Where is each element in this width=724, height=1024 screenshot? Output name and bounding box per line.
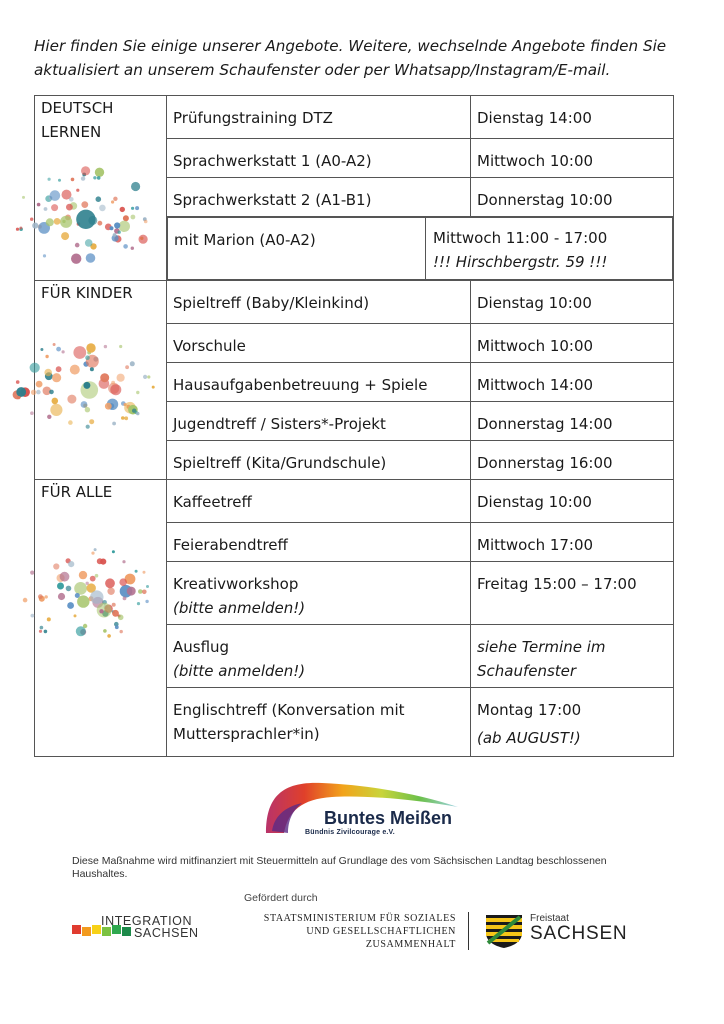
decorative-dot <box>66 204 73 211</box>
decorative-dot <box>90 367 94 371</box>
decorative-dot <box>66 586 72 592</box>
decorative-dot <box>16 228 19 231</box>
decorative-dot <box>74 582 87 595</box>
saxony-coat-of-arms-icon <box>484 913 524 949</box>
decorative-dot <box>86 425 90 429</box>
decorative-dot <box>47 617 51 621</box>
decorative-dot <box>50 404 62 416</box>
activity-cell: Spieltreff (Baby/Kleinkind) <box>167 281 471 324</box>
decorative-dot <box>67 395 76 404</box>
time-cell: Mittwoch 17:00 <box>471 523 674 562</box>
decorative-dot <box>123 597 127 601</box>
category-cell <box>35 96 167 281</box>
decorative-dot <box>83 382 90 389</box>
decorative-dot <box>123 215 129 221</box>
decorative-dot <box>146 585 149 588</box>
decorative-dot <box>43 254 46 257</box>
decorative-dot <box>113 233 117 237</box>
decorative-dot <box>122 560 125 563</box>
integration-label: INTEGRATION <box>101 914 193 928</box>
decorative-dot <box>125 365 129 369</box>
decorative-dot <box>131 247 134 250</box>
address-note: !!! Hirschbergstr. 59 !!! <box>433 253 608 271</box>
decorative-dot <box>76 189 79 192</box>
decorative-dot <box>130 361 135 366</box>
time-text: Mittwoch 11:00 - 17:00 <box>433 229 608 247</box>
decorative-dot <box>152 386 155 389</box>
decorative-dot <box>76 210 95 229</box>
decorative-dot <box>94 548 97 551</box>
registration-note: (bitte anmelden!) <box>173 599 306 617</box>
time-cell: Donnerstag 16:00 <box>471 441 674 480</box>
activity-cell: Vorschule <box>167 324 471 363</box>
category-label: FÜR KINDER <box>41 284 133 302</box>
decorative-dot <box>54 218 61 225</box>
decorative-dot <box>143 571 146 574</box>
decorative-dot <box>17 396 20 399</box>
decorative-dot <box>61 232 69 240</box>
decorative-dot <box>68 561 74 567</box>
decorative-dot <box>91 552 94 555</box>
category-label: DEUTSCH LERNEN <box>41 99 114 141</box>
decorative-dot <box>119 221 130 232</box>
sachsen-label: SACHSEN <box>530 923 628 944</box>
decorative-dot <box>99 609 103 613</box>
activity-cell: Feierabendtreff <box>167 523 471 562</box>
decorative-dot <box>45 355 48 358</box>
time-cell: Mittwoch 14:00 <box>471 363 674 402</box>
time-cell: Dienstag 10:00 <box>471 281 674 324</box>
category-label: FÜR ALLE <box>41 483 113 501</box>
decorative-dot <box>60 216 72 228</box>
activity-cell: Hausaufgabenbetreuung + Spiele <box>167 363 471 402</box>
time-cell: siehe Termine im Schaufenster <box>471 625 674 688</box>
decorative-dot <box>75 243 80 248</box>
decorative-dot <box>67 602 74 609</box>
decorative-dot <box>144 220 148 224</box>
decorative-dot <box>62 350 65 353</box>
decorative-dot <box>131 182 140 191</box>
decorative-dot <box>143 375 147 379</box>
schedule-table <box>34 95 674 757</box>
activity-cell <box>167 625 471 688</box>
decorative-dot <box>123 244 128 249</box>
split-cell <box>167 217 674 281</box>
decorative-dot <box>93 176 96 179</box>
decorative-dot <box>23 598 28 603</box>
decorative-dot <box>58 179 61 182</box>
activity-cell: Spieltreff (Kita/Grundschule) <box>167 441 471 480</box>
decorative-dot <box>112 422 116 426</box>
decorative-dot <box>107 588 114 595</box>
start-note: (ab AUGUST!) <box>477 729 581 747</box>
decorative-dot <box>137 602 140 605</box>
decorative-dot <box>89 419 94 424</box>
decorative-dot <box>136 412 139 415</box>
decorative-dot <box>113 197 117 201</box>
decorative-dot <box>107 634 111 638</box>
decorative-dot <box>115 625 119 629</box>
table-row <box>35 96 674 139</box>
logo-title: Buntes Meißen <box>324 808 453 828</box>
footer-divider <box>468 912 469 950</box>
decorative-dot <box>83 624 87 628</box>
integration-sachsen-label: SACHSEN <box>134 926 199 940</box>
decorative-dot <box>46 218 54 226</box>
decorative-dot <box>60 572 70 582</box>
funding-note: Diese Maßnahme wird mitfinanziert mit Steuermitteln auf Grundlage des vom Sächsischen Landtag beschlossenen Haushaltes. <box>72 855 607 880</box>
decorative-dot <box>112 550 115 553</box>
decorative-dot <box>73 346 86 359</box>
decorative-dot <box>51 204 58 211</box>
decorative-dot <box>58 593 65 600</box>
decorative-dot <box>112 603 116 607</box>
decorative-dot <box>70 365 80 375</box>
decorative-dot <box>44 207 48 211</box>
decorative-dot <box>136 391 139 394</box>
colorful-dots-decoration <box>9 331 159 441</box>
decorative-dot <box>37 203 41 207</box>
decorative-dot <box>47 415 51 419</box>
time-cell: Dienstag 10:00 <box>471 480 674 523</box>
decorative-dot <box>135 206 139 210</box>
decorative-dot <box>142 590 147 595</box>
decorative-dot <box>30 571 34 575</box>
decorative-dot <box>31 614 35 618</box>
decorative-dot <box>120 207 125 212</box>
activity-cell <box>167 562 471 625</box>
decorative-dot <box>44 630 48 634</box>
decorative-dot <box>77 595 89 607</box>
time-cell: Dienstag 14:00 <box>471 96 674 139</box>
decorative-dot <box>85 407 90 412</box>
decorative-dot <box>81 166 90 175</box>
decorative-dot <box>118 231 121 234</box>
decorative-dot <box>52 398 59 405</box>
decorative-dot <box>120 630 123 633</box>
time-text: Montag 17:00 <box>477 701 582 719</box>
decorative-dot <box>135 570 138 573</box>
decorative-dot <box>105 403 112 410</box>
decorative-dot <box>110 226 114 230</box>
logo-subtitle: Bündnis Zivilcourage e.V. <box>305 829 395 836</box>
decorative-dot <box>124 416 128 420</box>
time-cell: Donnerstag 14:00 <box>471 402 674 441</box>
decorative-dot <box>16 380 20 384</box>
decorative-dot <box>96 196 102 202</box>
decorative-dot <box>79 571 87 579</box>
decorative-dot <box>49 390 54 395</box>
decorative-dot <box>100 373 109 382</box>
decorative-dot <box>110 384 121 395</box>
decorative-dot <box>50 190 61 201</box>
time-cell: Mittwoch 10:00 <box>471 139 674 178</box>
table-row <box>35 281 674 324</box>
activity-text: Ausflug <box>173 638 230 656</box>
decorative-dot <box>56 347 61 352</box>
decorative-dot <box>30 218 33 221</box>
decorative-dot <box>31 390 36 395</box>
activity-cell: Englischtreff (Konversation mit Muttersprachler*in) <box>167 688 471 757</box>
colorful-dots-decoration <box>9 162 159 272</box>
decorative-dot <box>117 374 125 382</box>
decorative-dot <box>52 373 61 382</box>
decorative-dot <box>74 614 77 617</box>
decorative-dot <box>145 600 148 603</box>
decorative-dot <box>69 197 74 202</box>
registration-note: (bitte anmelden!) <box>173 662 306 680</box>
decorative-dot <box>97 558 103 564</box>
decorative-dot <box>40 626 44 630</box>
decorative-dot <box>138 589 143 594</box>
decorative-dot <box>30 411 34 415</box>
decorative-dot <box>119 578 127 586</box>
decorative-dot <box>118 615 124 621</box>
decorative-dot <box>71 254 81 264</box>
decorative-dot <box>53 563 59 569</box>
time-cell: Mittwoch 10:00 <box>471 324 674 363</box>
decorative-dot <box>121 416 125 420</box>
activity-cell: Sprachwerkstatt 1 (A0-A2) <box>167 139 471 178</box>
decorative-dot <box>131 215 136 220</box>
decorative-dot <box>111 381 115 385</box>
activity-cell: Kaffeetreff <box>167 480 471 523</box>
decorative-dot <box>95 574 99 578</box>
table-row <box>35 480 674 523</box>
decorative-dot <box>139 235 148 244</box>
decorative-dot <box>32 223 38 229</box>
ministry-name: STAATSMINISTERIUM FÜR SOZIALES UND GESELLSCHAFTLICHEN ZUSAMMENHALT <box>263 913 456 950</box>
time-cell <box>471 688 674 757</box>
colorful-dots-decoration <box>9 540 159 650</box>
decorative-dot <box>30 363 40 373</box>
decorative-dot <box>111 200 114 203</box>
decorative-dot <box>147 375 150 378</box>
decorative-dot <box>90 576 96 582</box>
activity-cell: Jugendtreff / Sisters*-Projekt <box>167 402 471 441</box>
decorative-dot <box>85 239 93 247</box>
decorative-dot <box>114 222 120 228</box>
decorative-dot <box>81 176 85 180</box>
freistaat-label: Freistaat <box>530 913 569 924</box>
decorative-dot <box>127 587 136 596</box>
supported-by-label: Gefördert durch <box>244 892 318 904</box>
decorative-dot <box>68 420 73 425</box>
category-cell <box>35 281 167 480</box>
decorative-dot <box>81 401 88 408</box>
decorative-dot <box>103 629 107 633</box>
decorative-dot <box>98 221 103 226</box>
decorative-dot <box>97 176 101 180</box>
decorative-dot <box>48 178 51 181</box>
decorative-dot <box>86 343 95 352</box>
decorative-dot <box>16 387 26 397</box>
activity-cell: Sprachwerkstatt 2 (A1-B1) <box>167 178 471 217</box>
decorative-dot <box>40 348 43 351</box>
decorative-dot <box>36 390 41 395</box>
decorative-dot <box>105 578 115 588</box>
decorative-dot <box>53 343 56 346</box>
decorative-dot <box>90 590 103 603</box>
decorative-dot <box>19 227 22 230</box>
decorative-dot <box>39 630 42 633</box>
decorative-dot <box>56 366 62 372</box>
decorative-dot <box>99 205 106 212</box>
activity-text: Kreativworkshop <box>173 575 299 593</box>
activity-cell: Prüfungstraining DTZ <box>167 96 471 139</box>
decorative-dot <box>104 345 107 348</box>
time-cell: Donnerstag 10:00 <box>471 178 674 217</box>
decorative-dot <box>86 582 89 585</box>
decorative-dot <box>86 253 96 263</box>
decorative-dot <box>81 201 88 208</box>
intro-text: Hier finden Sie einige unserer Angebote. Weitere, wechselnde Angebote finden Sie aktualisiert an unserem Schaufenster oder per Whatsapp/Instagram/E-mail. <box>34 37 667 79</box>
decorative-dot <box>95 168 104 177</box>
decorative-dot <box>97 603 112 618</box>
decorative-dot <box>119 345 122 348</box>
decorative-dot <box>44 369 52 377</box>
activity-text: mit Marion (A0-A2) <box>174 231 316 249</box>
decorative-dot <box>57 583 64 590</box>
decorative-dot <box>36 381 43 388</box>
decorative-dot <box>131 207 134 210</box>
category-cell <box>35 480 167 757</box>
decorative-dot <box>22 196 25 199</box>
decorative-dot <box>71 178 75 182</box>
time-cell: Freitag 15:00 – 17:00 <box>471 562 674 625</box>
decorative-dot <box>85 355 90 360</box>
decorative-dot <box>45 595 48 598</box>
decorative-dot <box>38 594 43 599</box>
